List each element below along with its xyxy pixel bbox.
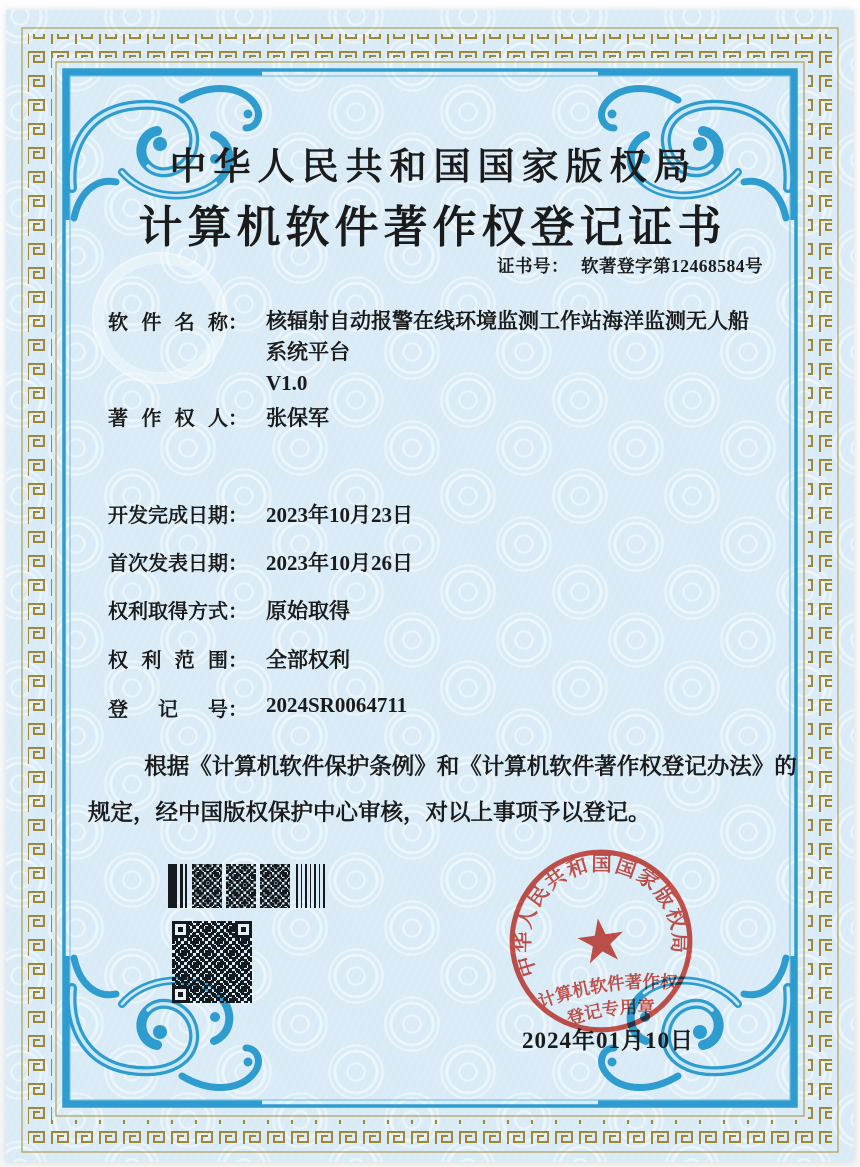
field-value: 张保军 [266,406,329,430]
certificate-title: 计算机软件著作权登记证书 [138,203,727,252]
certificate-number-value: 软著登字第12468584号 [581,256,763,276]
field-rights-scope: 权利范围 ： 全部权利 [108,644,350,674]
field-software-name: 软件名称 ： 核辐射自动报警在线环境监测工作站海洋监测无人船 系统平台 V1.0 [108,306,749,399]
certificate-number-label: 证书号： [497,256,569,276]
certificate-number [497,253,763,278]
barcode-image [168,864,326,908]
issuer-title: 中华人民共和国国家版权局 [169,147,698,188]
field-label: 著作权人 [108,408,228,430]
field-copyright-owner: 著作权人 ： 张保军 [108,402,329,432]
qr-finder-icon [172,921,189,938]
field-value: 全部权利 [266,648,350,672]
field-value: 2024SR0064711 [266,693,408,717]
field-label: 软件名称 [108,312,228,334]
seal-subtitle-line2: 登记专用章 [564,997,655,1029]
seal-subtitle-line1: 计算机软件著作权 [535,972,679,1012]
field-label: 登记号 [108,699,228,721]
field-first-publish-date: 首次发表日期 ： 2023年10月26日 [108,547,413,577]
field-label: 开发完成日期 [108,505,228,527]
qr-finder-icon [172,986,189,1003]
barcode-matrix-block [192,864,222,908]
field-dev-complete-date: 开发完成日期 ： 2023年10月23日 [108,499,413,529]
seal-star-icon: ★ [573,910,629,975]
qr-finder-icon [235,921,252,938]
field-value: 2023年10月26日 [266,551,413,575]
field-label: 权利范围 [108,650,228,672]
field-value: 原始取得 [266,599,350,623]
field-registration-number: 登记号 ： 2024SR0064711 [108,693,408,721]
issue-date: 2024年01月10日 [522,1028,694,1053]
field-label: 首次发表日期 [108,553,228,575]
registration-statement: 根据《计算机软件保护条例》和《计算机软件著作权登记办法》的 规定，经中国版权保护中心审核，对以上事项予以登记。 [88,754,797,825]
field-rights-acquisition: 权利取得方式 ： 原始取得 [108,595,350,625]
barcode-matrix-block [226,864,256,908]
official-seal [504,844,698,1038]
qr-code-image [172,921,252,1003]
field-value: 2023年10月23日 [266,503,413,527]
seal-ring-text: 中华人民共和国国家版权局 [512,853,690,980]
field-value: 核辐射自动报警在线环境监测工作站海洋监测无人船 系统平台 V1.0 [266,309,749,395]
barcode-matrix-block [260,864,290,908]
field-label: 权利取得方式 [108,601,228,623]
